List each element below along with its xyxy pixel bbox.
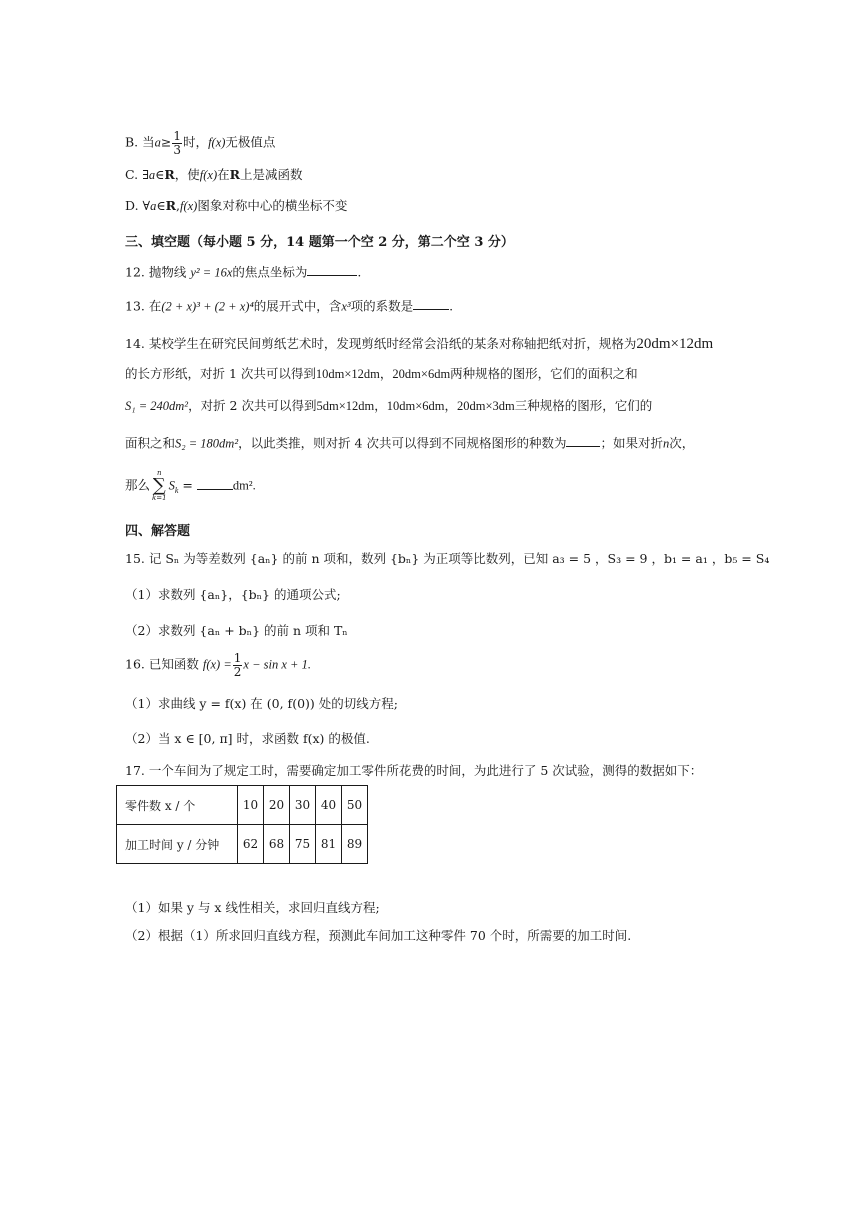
equals-sign: = bbox=[182, 477, 193, 493]
answer-blank bbox=[413, 298, 449, 310]
var-a: a bbox=[154, 135, 161, 150]
exists-symbol: ∃ bbox=[142, 167, 149, 182]
function-fx: f(x) bbox=[199, 168, 218, 182]
paper-size: 10dm×6dm bbox=[386, 399, 445, 413]
binomial-expression: (2 + x)³ + (2 + x)⁴ bbox=[161, 299, 254, 314]
s-term: S bbox=[168, 478, 175, 493]
sum-upper-limit: n bbox=[157, 469, 162, 477]
reals-symbol: R bbox=[165, 198, 176, 213]
comma: , bbox=[176, 198, 180, 213]
ge-sign: ≥ bbox=[160, 134, 172, 150]
option-b-text: 当 bbox=[142, 134, 155, 150]
row-header: 零件数 x / 个 bbox=[117, 786, 238, 825]
subscript-k: k bbox=[174, 486, 179, 495]
summation bbox=[152, 470, 167, 502]
paper-size: 20dm×6dm bbox=[392, 367, 451, 381]
table-cell: 62 bbox=[238, 825, 264, 864]
question-text-3: 项的系数是 bbox=[350, 298, 414, 314]
question-14-line-1 bbox=[125, 337, 713, 352]
option-b bbox=[125, 130, 275, 156]
sigma-symbol: ∑ bbox=[152, 475, 166, 496]
question-14-line-4 bbox=[125, 435, 694, 450]
table-row bbox=[117, 825, 368, 864]
paper-size: 20dm×12dm bbox=[636, 336, 714, 352]
fraction-one-half bbox=[233, 652, 243, 678]
table-row bbox=[117, 786, 368, 825]
question-text-2: 的展开式中，含 bbox=[253, 298, 342, 314]
fraction-numerator: 1 bbox=[233, 651, 242, 665]
answer-blank bbox=[566, 435, 600, 447]
question-15-part-2: （2）求数列 {aₙ + bₙ} 的前 n 项和 Tₙ bbox=[125, 623, 348, 638]
table-cell: 89 bbox=[342, 825, 368, 864]
comma: ， bbox=[444, 398, 457, 413]
option-d bbox=[125, 200, 347, 213]
function-rest: x − sin x + 1. bbox=[243, 657, 311, 672]
row-header: 加工时间 y / 分钟 bbox=[117, 825, 238, 864]
function-fx: f(x) = bbox=[202, 657, 232, 672]
option-c-text-4: 上是减函数 bbox=[240, 167, 303, 182]
parabola-equation: y² = 16x bbox=[190, 265, 233, 280]
function-fx: f(x) bbox=[208, 135, 226, 150]
option-c-text-3: 在 bbox=[217, 167, 230, 182]
table-cell: 68 bbox=[264, 825, 290, 864]
period: . bbox=[449, 298, 454, 314]
question-13 bbox=[125, 298, 453, 313]
question-text: 面积之和 bbox=[125, 435, 176, 451]
question-text: ，对折 2 次共可以得到 bbox=[188, 398, 317, 413]
question-text: ，以此类推，则对折 4 次共可以得到不同规格图形的种数为 bbox=[238, 435, 567, 451]
option-c-letter: C. bbox=[125, 167, 139, 182]
reals-symbol: R bbox=[229, 167, 241, 182]
option-c-text-2: ，使 bbox=[174, 167, 200, 182]
question-text: 两种规格的图形，它们的面积之和 bbox=[450, 366, 638, 381]
option-d-text-3: 图象对称中心的横坐标不变 bbox=[197, 198, 348, 213]
section-heading-answers: 四、解答题 bbox=[125, 524, 191, 539]
table-cell: 75 bbox=[290, 825, 316, 864]
question-text: 三种规格的图形，它们的 bbox=[514, 398, 653, 413]
var-a: a bbox=[148, 168, 156, 182]
x-cubed-term: x³ bbox=[341, 299, 351, 314]
paper-size: 10dm×12dm bbox=[315, 367, 380, 381]
comma: ， bbox=[379, 366, 393, 381]
question-text: 那么 bbox=[125, 477, 151, 493]
question-16-part-1: （1）求曲线 y = f(x) 在 (0, f(0)) 处的切线方程; bbox=[125, 696, 398, 711]
forall-symbol: ∀ bbox=[142, 198, 151, 213]
question-text: ；如果对折 bbox=[600, 435, 663, 451]
option-b-text-2: 时， bbox=[183, 134, 209, 150]
area-sum-s1: S₁ = 240dm² bbox=[125, 399, 189, 413]
comma: ， bbox=[374, 398, 387, 413]
in-symbol: ∈ bbox=[155, 167, 165, 182]
table-cell: 20 bbox=[264, 786, 290, 825]
question-15-part-1: （1）求数列 {aₙ}，{bₙ} 的通项公式; bbox=[125, 587, 341, 602]
option-b-text-3: 无极值点 bbox=[225, 134, 276, 150]
option-b-letter: B. bbox=[125, 134, 139, 150]
question-17-part-2: （2）根据（1）所求回归直线方程，预测此车间加工这种零件 70 个时，所需要的加工时间. bbox=[125, 928, 632, 943]
question-number: 12. bbox=[125, 264, 145, 280]
fraction-denominator: 3 bbox=[173, 142, 182, 157]
table-cell: 40 bbox=[316, 786, 342, 825]
data-table bbox=[116, 785, 368, 864]
fraction-numerator: 1 bbox=[173, 129, 182, 143]
question-16 bbox=[125, 652, 311, 678]
question-16-part-2: （2）当 x ∈ [0, π] 时，求函数 f(x) 的极值. bbox=[125, 731, 370, 746]
area-sum-s2: S₂ = 180dm² bbox=[175, 436, 239, 451]
table-cell: 10 bbox=[238, 786, 264, 825]
fraction-denominator: 2 bbox=[233, 664, 242, 679]
var-n: n bbox=[663, 436, 670, 451]
question-15: 15. 记 Sₙ 为等差数列 {aₙ} 的前 n 项和，数列 {bₙ} 为正项等比数列，已知 a₃ = 5 ，S₃ = 9 ，b₁ = a₁ ，b₅ = S₄ bbox=[125, 551, 770, 566]
question-text: 14. 某校学生在研究民间剪纸艺术时，发现剪纸时经常会沿纸的某条对称轴把纸对折，规格为 bbox=[125, 336, 637, 351]
paper-size: 20dm×3dm bbox=[457, 399, 515, 413]
function-fx: f(x) bbox=[179, 199, 198, 213]
fraction-one-third bbox=[172, 130, 182, 156]
section-heading-fill-in: 三、填空题（每小题 5 分，14 题第一个空 2 分，第二个空 3 分） bbox=[125, 235, 514, 250]
question-14-line-3 bbox=[125, 400, 652, 413]
unit: dm². bbox=[232, 478, 256, 493]
in-symbol: ∈ bbox=[156, 198, 166, 213]
option-c bbox=[125, 169, 303, 182]
table-cell: 30 bbox=[290, 786, 316, 825]
question-text: 次， bbox=[669, 435, 695, 451]
question-14-line-5 bbox=[125, 470, 256, 502]
answer-blank bbox=[307, 264, 357, 276]
question-14-line-2 bbox=[125, 368, 638, 381]
question-12 bbox=[125, 264, 361, 279]
reals-symbol: R bbox=[164, 167, 175, 182]
paper-size: 5dm×12dm bbox=[316, 399, 375, 413]
question-text: 在 bbox=[148, 298, 162, 314]
table-cell: 81 bbox=[316, 825, 342, 864]
period: . bbox=[357, 264, 362, 280]
question-number: 13. bbox=[125, 298, 145, 314]
table-cell: 50 bbox=[342, 786, 368, 825]
question-17: 17. 一个车间为了规定工时，需要确定加工零件所花费的时间，为此进行了 5 次试验，测得的数据如下： bbox=[125, 763, 703, 778]
question-17-part-1: （1）如果 y 与 x 线性相关，求回归直线方程; bbox=[125, 900, 380, 915]
question-text-2: 的焦点坐标为 bbox=[232, 264, 308, 280]
sum-lower-limit: k=1 bbox=[152, 494, 167, 502]
var-a: a bbox=[150, 199, 157, 213]
answer-blank bbox=[197, 477, 233, 489]
question-text: 的长方形纸，对折 1 次共可以得到 bbox=[125, 366, 316, 381]
question-text: 抛物线 bbox=[148, 264, 187, 280]
question-text: 16. 已知函数 bbox=[125, 656, 199, 672]
option-d-letter: D. bbox=[125, 198, 139, 213]
